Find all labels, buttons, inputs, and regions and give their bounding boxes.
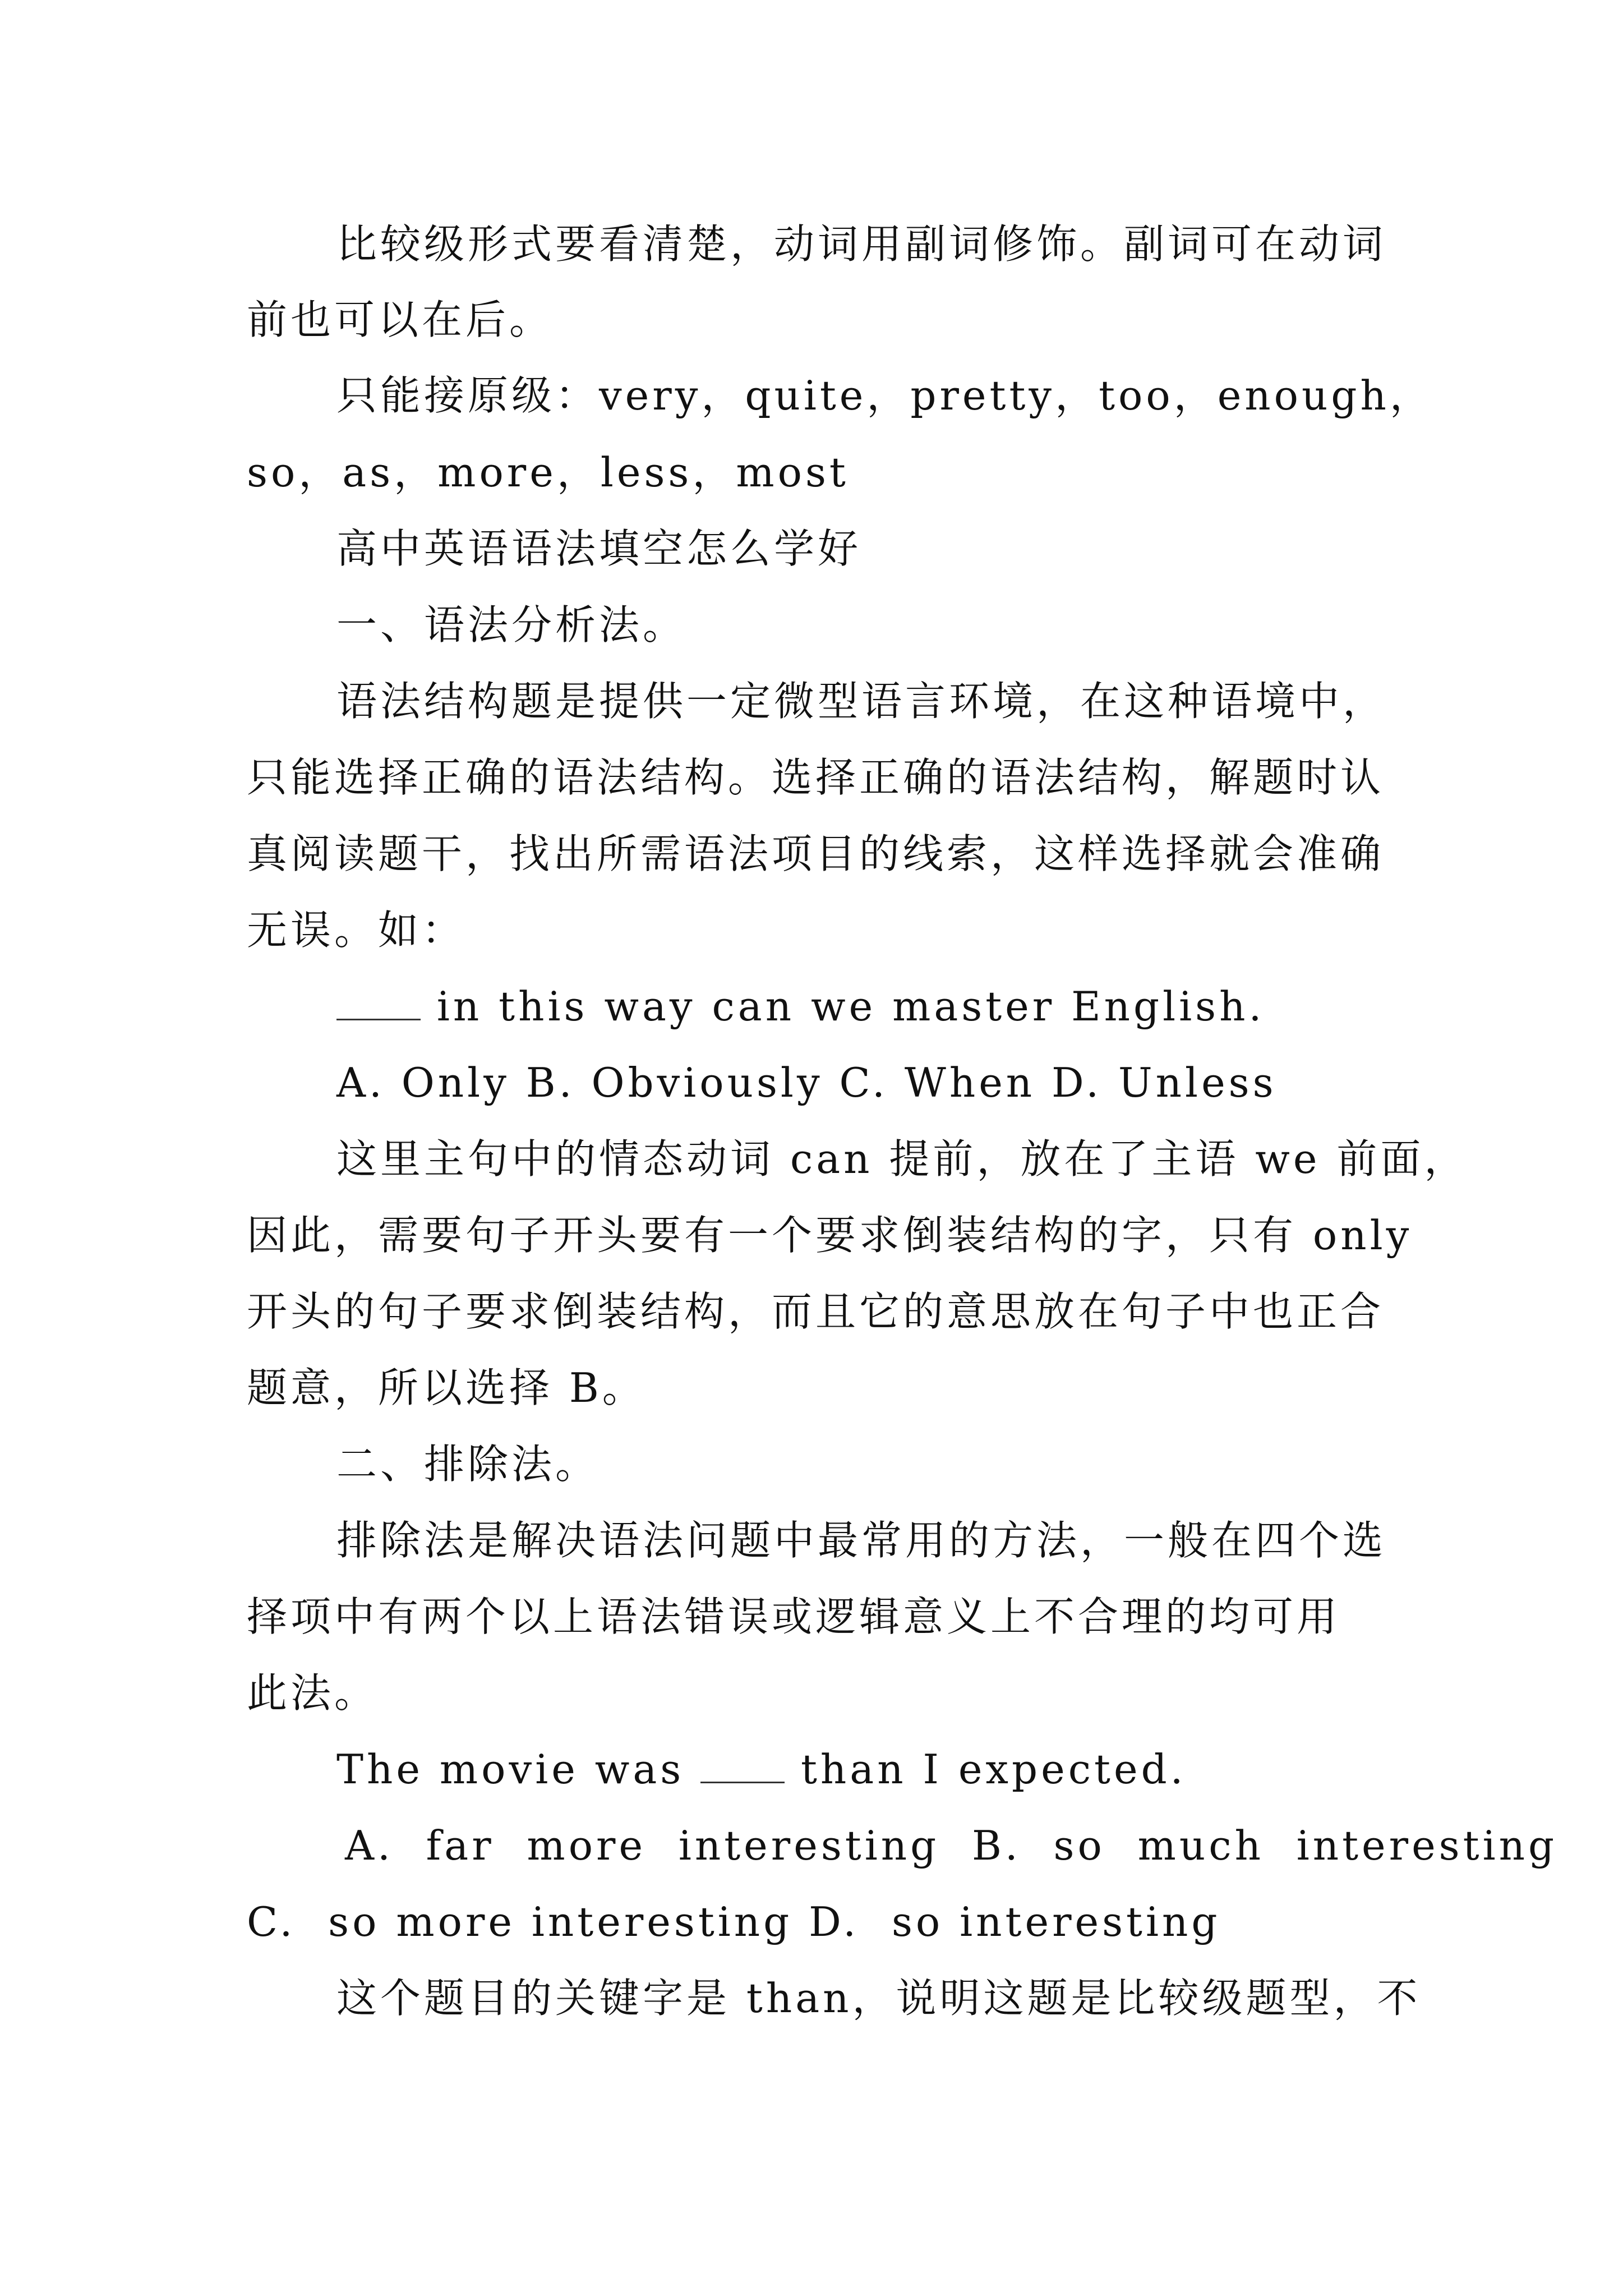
text-line: 这个题目的关键字是 than，说明这题是比较级题型，不 [336,1975,1421,2022]
text-line: 真阅读题干，找出所需语法项目的线索，这样选择就会准确 [247,830,1385,877]
text-line: 比较级形式要看清楚，动词用副词修饰。副词可在动词 [336,220,1387,268]
text-line: 因此，需要句子开头要有一个要求倒装结构的字，只有 only [247,1212,1413,1259]
text-line: 前也可以在后。 [247,296,554,343]
answer-options: A. far more interesting B. so much interesting [345,1822,1558,1869]
text-line: so，as，more，less，most [247,449,849,496]
example-sentence-end: than I expected. [785,1746,1187,1793]
text-line: 只能接原级：very，quite，pretty，too，enough， [336,372,1433,419]
text-line: 题意，所以选择 B。 [247,1364,646,1411]
text-line: 此法。 [247,1669,379,1717]
example-sentence-start: The movie was [336,1746,701,1793]
example-sentence [336,978,1265,1034]
text-line: 只能选择正确的语法结构。选择正确的语法结构，解题时认 [247,754,1385,801]
answer-blank [336,985,421,1020]
text-line: 开头的句子要求倒装结构，而且它的意思放在句子中也正合 [247,1288,1385,1335]
text-line: 择项中有两个以上语法错误或逻辑意义上不合理的均可用 [247,1593,1341,1640]
section-heading: 二、排除法。 [336,1441,600,1488]
section-heading: 一、语法分析法。 [336,601,687,648]
example-sentence-text: in this way can we master English. [421,983,1265,1030]
answer-options: C. so more interesting D. so interesting [247,1898,1221,1945]
answer-blank [700,1748,785,1783]
answer-options: A. Only B. Obviously C. When D. Unless [336,1059,1277,1106]
text-line: 无误。如： [247,907,466,954]
text-line: 这里主句中的情态动词 can 提前，放在了主语 we 前面， [336,1135,1468,1182]
text-line: 排除法是解决语法问题中最常用的方法，一般在四个选 [336,1517,1387,1564]
text-line: 语法结构题是提供一定微型语言环境，在这种语境中， [336,678,1387,725]
example-sentence [336,1741,1187,1797]
section-heading: 高中英语语法填空怎么学好 [336,525,862,572]
